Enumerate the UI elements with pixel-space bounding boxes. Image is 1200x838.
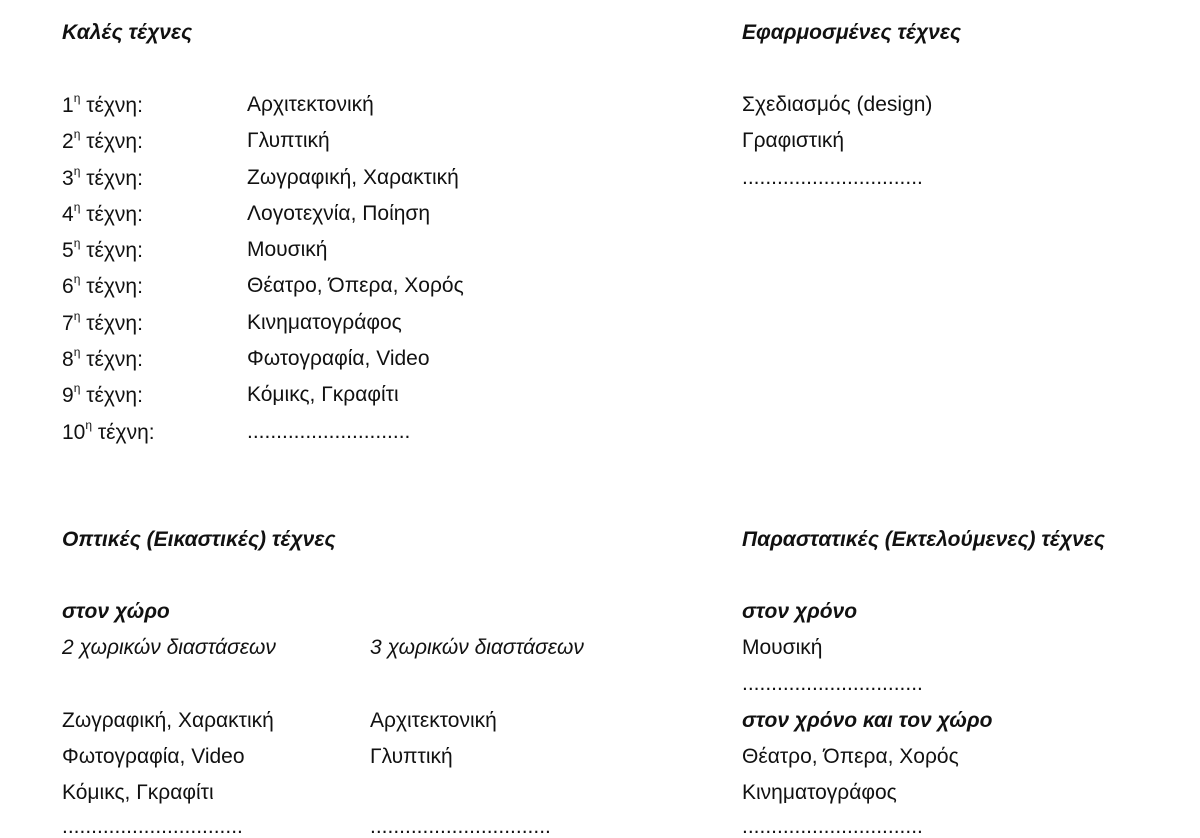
list-item: Φωτογραφία, Video (62, 745, 245, 768)
space-heading: στον χώρο (62, 600, 170, 623)
item-value: ............................ (247, 420, 411, 443)
item-value: Κινηματογράφος (247, 311, 402, 334)
item-value: Ζωγραφική, Χαρακτική (247, 166, 459, 189)
fine-arts-title: Καλές τέχνες (62, 21, 193, 44)
list-item: Ζωγραφική, Χαρακτική (62, 709, 274, 732)
timespace-heading: στον χρόνο και τον χώρο (742, 709, 993, 732)
col-2d-heading: 2 χωρικών διαστάσεων (62, 636, 276, 659)
item-value: Θέατρο, Όπερα, Χορός (247, 274, 464, 297)
item-number: $7^\eta$ τέχνη: (62, 309, 143, 335)
item-number: $3^\eta$ τέχνη: (62, 164, 143, 190)
col-3d-heading: 3 χωρικών διαστάσεων (370, 636, 584, 659)
list-item: Θέατρο, Όπερα, Χορός (742, 745, 959, 768)
performing-arts-title: Παραστατικές (Εκτελούμενες) τέχνες (742, 528, 1105, 551)
list-item: Γλυπτική (370, 745, 453, 768)
item-value: Αρχιτεκτονική (247, 93, 374, 116)
list-item: ............................... (742, 672, 923, 695)
list-item: ............................... (742, 815, 923, 838)
time-heading: στον χρόνο (742, 600, 858, 623)
item-value: Μουσική (247, 238, 328, 261)
item-number: $4^\eta$ τέχνη: (62, 200, 143, 226)
list-item: ............................... (62, 815, 243, 838)
applied-arts-title: Εφαρμοσμένες τέχνες (742, 21, 962, 44)
list-item: ............................... (742, 166, 923, 189)
visual-arts-title: Οπτικές (Εικαστικές) τέχνες (62, 528, 336, 551)
item-number: $6^\eta$ τέχνη: (62, 272, 143, 298)
list-item: Μουσική (742, 636, 823, 659)
item-value: Λογοτεχνία, Ποίηση (247, 202, 431, 225)
item-value: Φωτογραφία, Video (247, 347, 430, 370)
list-item: Σχεδιασμός (design) (742, 93, 933, 116)
item-number: $1^\eta$ τέχνη: (62, 91, 143, 117)
list-item: Αρχιτεκτονική (370, 709, 497, 732)
item-value: Γλυπτική (247, 129, 330, 152)
list-item: Κινηματογράφος (742, 781, 897, 804)
list-item: Γραφιστική (742, 129, 845, 152)
list-item: ............................... (370, 815, 551, 838)
item-number: $9^\eta$ τέχνη: (62, 381, 143, 407)
item-number: $5^\eta$ τέχνη: (62, 236, 143, 262)
item-value: Κόμικς, Γκραφίτι (247, 383, 399, 406)
item-number: $10^\eta$ τέχνη: (62, 418, 155, 444)
item-number: $2^\eta$ τέχνη: (62, 127, 143, 153)
list-item: Κόμικς, Γκραφίτι (62, 781, 214, 804)
item-number: $8^\eta$ τέχνη: (62, 345, 143, 371)
